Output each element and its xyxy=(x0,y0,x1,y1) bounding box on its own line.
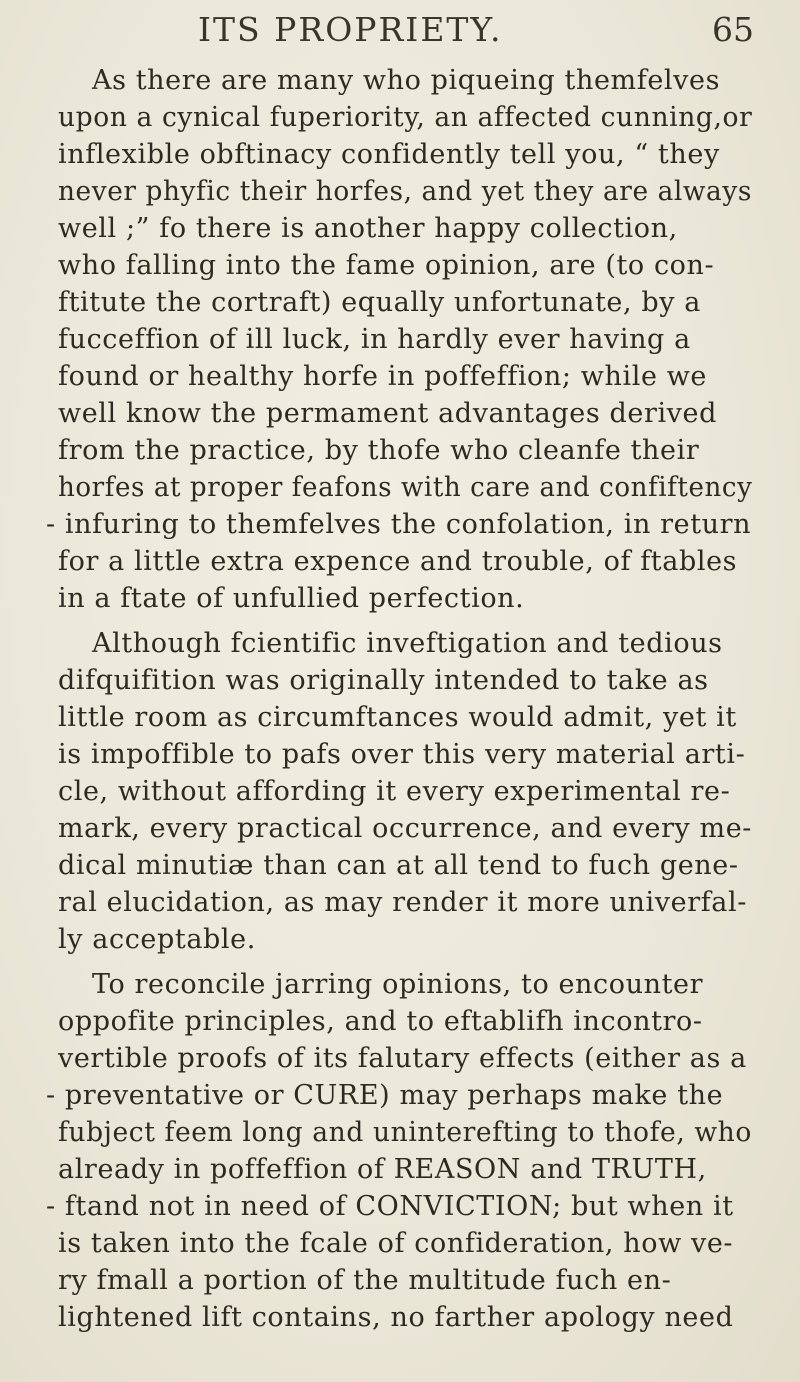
text-line: who falling into the fame opinion, are (to con- xyxy=(58,250,715,281)
text-line: fucceffion of ill luck, in hardly ever having a xyxy=(58,324,691,355)
text-line: inflexible obftinacy confidently tell you, “ they xyxy=(58,139,720,170)
text-line: oppofite principles, and to eftablifh incontro- xyxy=(58,1006,703,1037)
text-line: horfes at proper feafons with care and confiftency xyxy=(58,472,753,503)
text-line: in a ftate of unfullied perfection. xyxy=(58,583,525,614)
page-number: 65 xyxy=(712,10,754,49)
text-line: ral elucidation, as may render it more univerfal- xyxy=(58,887,747,918)
text-line: from the practice, by thofe who cleanfe their xyxy=(58,435,700,466)
text-line: fubject feem long and uninterefting to thofe, who xyxy=(58,1117,752,1148)
text-line: ry fmall a portion of the multitude fuch en- xyxy=(58,1265,672,1296)
text-line: lightened lift contains, no farther apology need xyxy=(58,1302,734,1333)
text-line: dical minutiæ than can at all tend to fuch gene- xyxy=(58,850,739,881)
text-line: upon a cynical fuperiority, an affected cunning,or xyxy=(58,102,753,133)
text-line: is impoffible to pafs over this very material arti- xyxy=(58,739,746,770)
text-line: well ;” fo there is another happy collection, xyxy=(58,213,678,244)
text-line: cle, without affording it every experimental re- xyxy=(58,776,731,807)
page-header xyxy=(0,10,800,50)
text-line: for a little extra expence and trouble, of ftables xyxy=(58,546,738,577)
text-line: little room as circumftances would admit, yet it xyxy=(58,702,737,733)
text-line: - infuring to themfelves the confolation, in return xyxy=(46,509,752,540)
text-line: already in poffeffion of REASON and TRUTH, xyxy=(58,1154,707,1185)
text-line: mark, every practical occurrence, and every me- xyxy=(58,813,752,844)
text-line: well know the permament advantages derived xyxy=(58,398,718,429)
text-line: ftitute the cortraft) equally unfortunate, by a xyxy=(58,287,701,318)
text-line: Although fcientific inveftigation and tedious xyxy=(92,628,723,659)
text-line: found or healthy horfe in poffeffion; while we xyxy=(58,361,707,392)
text-line: ly acceptable. xyxy=(58,924,256,955)
text-line: To reconcile jarring opinions, to encounter xyxy=(92,969,704,1000)
text-line: - preventative or CURE) may perhaps make the xyxy=(46,1080,724,1111)
text-line: is taken into the fcale of confideration, how ve- xyxy=(58,1228,734,1259)
running-head: ITS PROPRIETY. xyxy=(198,10,503,49)
text-line: difquifition was originally intended to take as xyxy=(58,665,709,696)
text-line: vertible proofs of its falutary effects (either as a xyxy=(58,1043,747,1074)
text-line: never phyfic their horfes, and yet they are always xyxy=(58,176,752,207)
text-line: As there are many who piqueing themfelves xyxy=(92,65,721,96)
text-line: - ftand not in need of CONVICTION; but when it xyxy=(46,1191,734,1222)
